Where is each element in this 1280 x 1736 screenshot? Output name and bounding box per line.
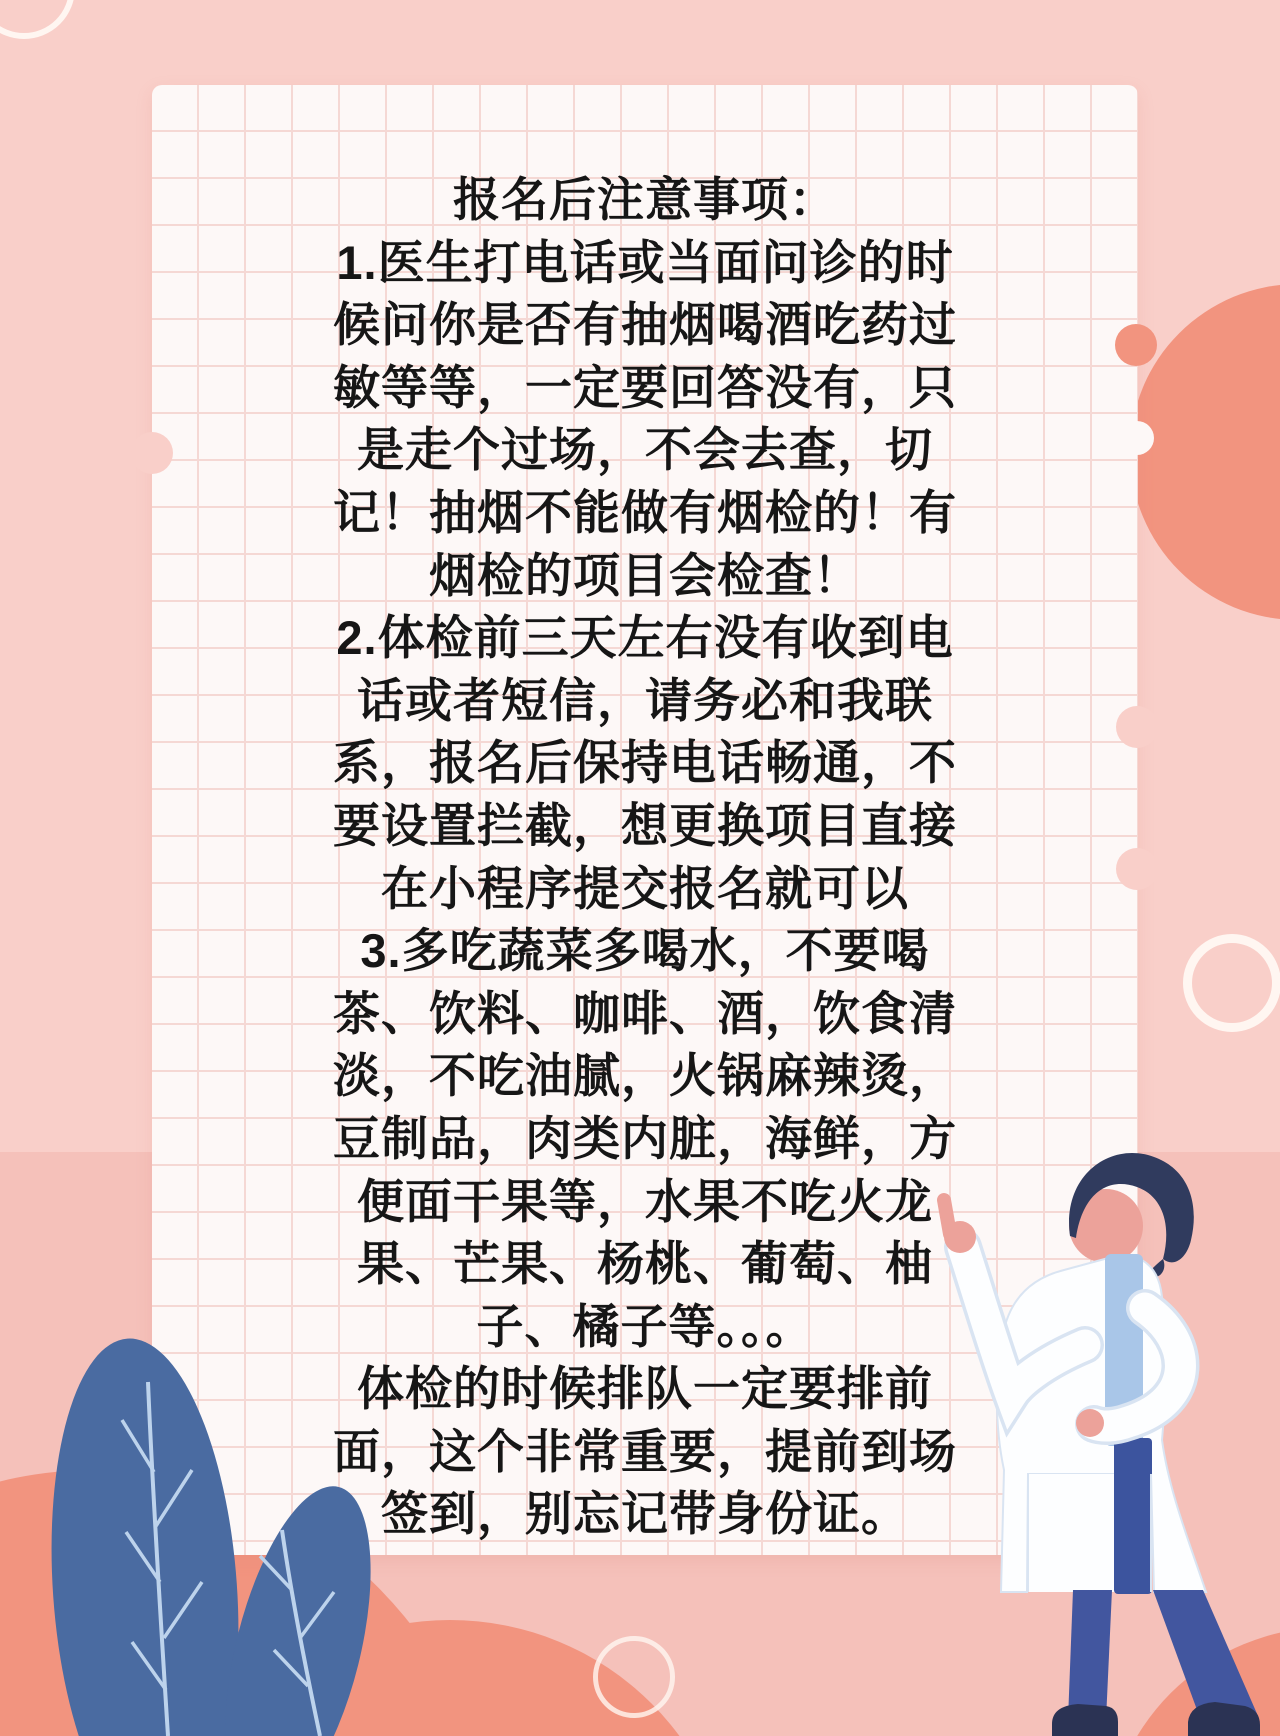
text-line: 敏等等，一定要回答没有，只 (333, 360, 957, 414)
edge-notch-right-salmon (1115, 324, 1157, 366)
text-line: 3.多吃蔬菜多喝水，不要喝 (360, 924, 930, 978)
ring-decor-bottom (593, 1636, 675, 1718)
text-line: 子、橘子等。。。 (476, 1299, 814, 1353)
text-line: 果、芒果、杨桃、葡萄、柚 (357, 1237, 933, 1291)
text-line: 候问你是否有抽烟喝酒吃药过 (333, 298, 957, 352)
text-line: 烟检的项目会检查！ (429, 548, 861, 602)
plant-illustration (20, 1320, 400, 1736)
edge-notch-right-white (1120, 421, 1154, 455)
page-title: 报名后注意事项： (453, 173, 837, 226)
leaf-left-shape (36, 1332, 255, 1736)
text-line: 是走个过场，不会去查，切 (357, 423, 933, 477)
text-line: 体检的时候排队一定要排前 (357, 1362, 933, 1416)
text-line: 茶、饮料、咖啡、酒，饮食清 (333, 986, 957, 1040)
text-line: 系，报名后保持电话畅通，不 (333, 736, 957, 790)
text-line: 话或者短信，请务必和我联 (357, 673, 933, 727)
text-line: 1.医生打电话或当面问诊的时 (336, 235, 954, 289)
text-line: 2.体检前三天左右没有收到电 (336, 611, 954, 665)
doctor-finger (944, 1200, 950, 1234)
edge-notch-right-pink-upper (1116, 706, 1158, 748)
edge-notch-right-pink-lower (1116, 848, 1158, 890)
doctor-right-leg (1153, 1590, 1258, 1718)
text-line: 面，这个非常重要，提前到场 (333, 1424, 957, 1478)
text-line: 豆制品，肉类内脏，海鲜，方 (333, 1111, 957, 1165)
text-line: 在小程序提交报名就可以 (381, 861, 909, 915)
text-line: 签到，别忘记带身份证。 (381, 1487, 909, 1541)
doctor-left-shoe (1052, 1704, 1118, 1736)
doctor-inner-band (1114, 1438, 1152, 1594)
edge-notch-left (131, 432, 173, 474)
doctor-illustration (900, 1140, 1280, 1736)
text-line: 便面干果等，水果不吃火龙 (357, 1174, 933, 1228)
text-line: 淡，不吃油腻，火锅麻辣烫， (333, 1049, 957, 1103)
doctor-left-leg (1068, 1590, 1112, 1720)
ring-decor-mid-right (1183, 934, 1280, 1032)
text-line: 记！抽烟不能做有烟检的！有 (333, 485, 957, 539)
text-line: 要设置拦截，想更换项目直接 (333, 798, 957, 852)
